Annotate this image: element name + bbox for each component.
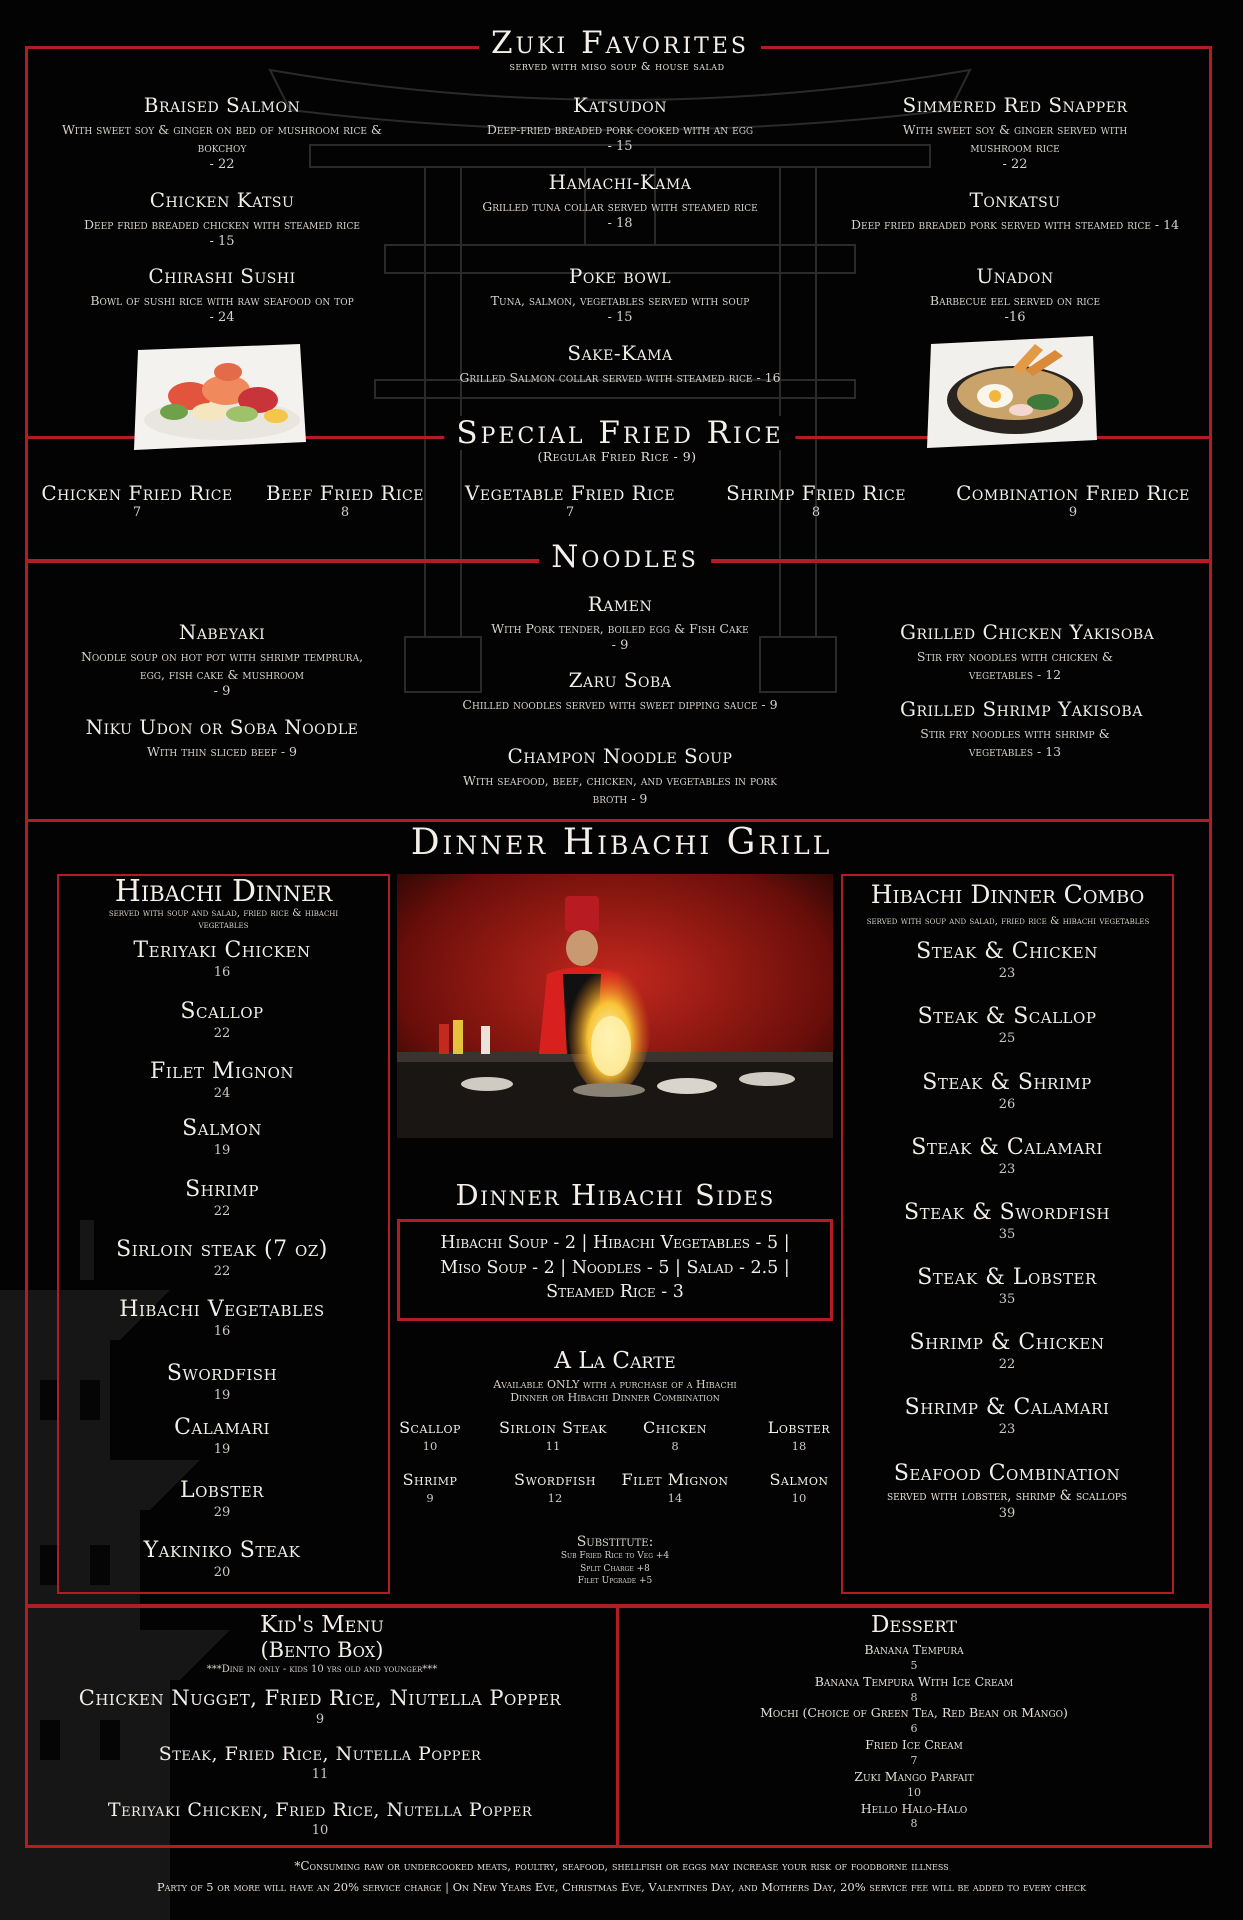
menu-item: Scallop 22: [180, 999, 264, 1041]
menu-item: Chicken Fried Rice 7: [41, 481, 233, 520]
menu-item: Unadon Barbecue eel served on rice -16: [929, 264, 1101, 326]
hibachi-dinner-title: Hibachi Dinner: [114, 874, 333, 909]
menu-item: Teriyaki Chicken, Fried Rice, Nutella Popper 10: [107, 1799, 533, 1838]
menu-item: Banana Tempura With Ice Cream 8: [814, 1673, 1014, 1704]
menu-item: Shrimp 9: [402, 1470, 458, 1505]
substitute-line: Filet Upgrade +5: [577, 1576, 653, 1587]
menu-item: Seafood Combination served with lobster, shrimp & scallops 39: [886, 1461, 1128, 1521]
kids-subtitle: (Bento Box): [260, 1638, 384, 1662]
hibachi-chef-photo: [397, 874, 833, 1138]
menu-item: Steak & Lobster 35: [917, 1265, 1097, 1307]
chirashi-sushi-photo: [130, 338, 310, 456]
menu-item: Steak & Swordfish 35: [904, 1200, 1110, 1242]
a-la-carte-note: Dinner or Hibachi Dinner Combination: [510, 1390, 720, 1404]
menu-item: Mochi (Choice of Green Tea, Red Bean or Mango) 6: [760, 1705, 1068, 1736]
menu-item: Poke bowl Tuna, salmon, vegetables served with soup - 15: [490, 264, 750, 326]
menu-item: Swordfish 19: [166, 1361, 278, 1403]
menu-item: Steak & Scallop 25: [917, 1004, 1097, 1046]
menu-item: Shrimp & Calamari 23: [904, 1395, 1110, 1437]
hibachi-grill-title: Dinner Hibachi Grill: [410, 822, 833, 863]
a-la-carte-note: Available ONLY with a purchase of a Hibachi: [493, 1378, 737, 1391]
dessert-list: [616, 1642, 1212, 1832]
menu-item: Filet Mignon 24: [149, 1059, 295, 1101]
a-la-carte-subtitle: [397, 1379, 833, 1404]
menu-item: Beef Fried Rice 8: [266, 481, 424, 520]
menu-item: Salmon 10: [769, 1470, 829, 1505]
fried-rice-subtitle: (Regular Fried Rice - 9): [537, 449, 697, 464]
menu-item: Chicken Nugget, Fried Rice, Niutella Popper 9: [78, 1686, 562, 1727]
menu-item: Steak & Shrimp 26: [922, 1070, 1092, 1112]
menu-item: Braised Salmon With sweet soy & ginger on bed of mushroom rice & bokchoy - 22: [61, 93, 383, 173]
menu-item: Hibachi Vegetables 16: [119, 1297, 325, 1339]
menu-item: Lobster 29: [180, 1478, 264, 1520]
sides-line: Steamed Rice - 3: [546, 1282, 684, 1302]
footer-service-charge: Party of 5 or more will have an 20% service charge | On New Years Eve, Christmas Eve, Valentines Day, and Mothers Day, 20% service fee will be added to every check: [156, 1880, 1087, 1894]
menu-item: Combination Fried Rice 9: [956, 481, 1190, 520]
menu-item: Niku Udon or Soba Noodle With thin sliced beef - 9: [85, 715, 359, 759]
menu-item: Shrimp 22: [185, 1177, 259, 1219]
menu-item: Filet Mignon 14: [621, 1470, 729, 1505]
dessert-title: Dessert: [871, 1612, 957, 1638]
fried-rice-title: Special Fried Rice: [444, 416, 795, 450]
substitute-line: Sub Fried Rice to Veg +4: [560, 1551, 670, 1561]
menu-item: Tonkatsu Deep fried breaded pork served with steamed rice - 14: [850, 188, 1180, 232]
menu-item: Calamari 19: [174, 1415, 270, 1457]
menu-item: Chirashi Sushi Bowl of sushi rice with raw seafood on top - 24: [90, 264, 354, 326]
menu-item: Katsudon Deep-fried breaded pork cooked with an egg - 15: [486, 93, 754, 155]
menu-item: Steak & Calamari 23: [911, 1135, 1103, 1177]
menu-item: Champon Noodle Soup With seafood, beef, chicken, and vegetables in pork broth - 9: [463, 744, 777, 807]
hibachi-combo-title: Hibachi Dinner Combo: [870, 880, 1145, 909]
unadon-bowl-photo: [925, 330, 1100, 454]
menu-item: Scallop 10: [399, 1418, 461, 1453]
menu-item: Shrimp & Chicken 22: [909, 1330, 1105, 1372]
substitute-title: Substitute:: [576, 1534, 654, 1550]
favorites-subtitle: served with miso soup & house salad: [509, 60, 725, 73]
sides-line: Miso Soup - 2 | Noodles - 5 | Salad - 2.5 |: [440, 1257, 790, 1278]
menu-item: Sirloin steak (7 oz) 22: [116, 1237, 328, 1279]
noodles-title: Noodles: [539, 540, 711, 574]
menu-item: Teriyaki Chicken 16: [133, 938, 311, 980]
menu-item: Lobster 18: [767, 1418, 831, 1453]
menu-item: Banana Tempura 5: [864, 1642, 964, 1672]
substitute-line: Split Charge +8: [580, 1563, 650, 1574]
substitute-block: [397, 1534, 833, 1588]
menu-item: Nabeyaki Noodle soup on hot pot with shrimp temprura, egg, fish cake & mushroom - 9: [80, 620, 364, 700]
sides-line: Hibachi Soup - 2 | Hibachi Vegetables - 5 |: [440, 1233, 790, 1253]
menu-item: Grilled Chicken Yakisoba Stir fry noodles with chicken & vegetables - 12: [900, 620, 1155, 683]
menu-item: Yakiniko Steak 20: [143, 1538, 301, 1580]
menu-item: Sake-Kama Grilled Salmon collar served with steamed rice - 16: [459, 341, 781, 385]
footer-disclaimer: *Consuming raw or undercooked meats, poultry, seafood, shellfish or eggs may increase your risk of foodborne illness: [294, 1859, 949, 1873]
menu-item: Swordfish 12: [514, 1470, 596, 1505]
hibachi-combo-subtitle: served with soup and salad, fried rice & hibachi vegetables: [866, 915, 1150, 927]
kids-note: ***Dine in only - kids 10 yrs old and younger***: [206, 1664, 438, 1675]
hibachi-dinner-subtitle: served with soup and salad, fried rice & hibachi vegetables: [108, 907, 339, 932]
menu-item: Vegetable Fried Rice 7: [464, 481, 676, 520]
menu-item: Salmon 19: [182, 1116, 262, 1158]
favorites-title: Zuki Favorites: [479, 26, 761, 60]
hibachi-sides-text: [397, 1231, 833, 1305]
kids-title-block: [25, 1612, 619, 1675]
menu-item: Zuki Mango Parfait 10: [854, 1768, 974, 1799]
menu-item: Chicken 8: [643, 1418, 707, 1453]
menu-item: Steak & Chicken 23: [916, 939, 1098, 981]
hibachi-sides-title: Dinner Hibachi Sides: [455, 1178, 775, 1212]
menu-item: Hello Halo-Halo 8: [860, 1800, 968, 1831]
a-la-carte-title: A La Carte: [554, 1348, 676, 1374]
menu-item: Zaru Soba Chilled noodles served with sweet dipping sauce - 9: [462, 668, 778, 712]
menu-item: Hamachi-Kama Grilled tuna collar served with steamed rice - 18: [482, 170, 758, 232]
menu-item: Steak, Fried Rice, Nutella Popper 11: [158, 1743, 482, 1782]
menu-item: Sirloin Steak 11: [499, 1418, 607, 1453]
menu-item: Simmered Red Snapper With sweet soy & ginger served with mushroom rice - 22: [902, 93, 1128, 173]
menu-item: Grilled Shrimp Yakisoba Stir fry noodles with shrimp & vegetables - 13: [900, 697, 1143, 760]
menu-item: Chicken Katsu Deep fried breaded chicken with steamed rice - 15: [84, 188, 360, 250]
menu-item: Ramen With Pork tender, boiled egg & Fish Cake - 9: [491, 592, 749, 654]
kids-title: Kid's Menu: [260, 1612, 384, 1638]
menu-item: Shrimp Fried Rice 8: [726, 481, 906, 520]
menu-item: Fried Ice Cream 7: [865, 1737, 963, 1768]
